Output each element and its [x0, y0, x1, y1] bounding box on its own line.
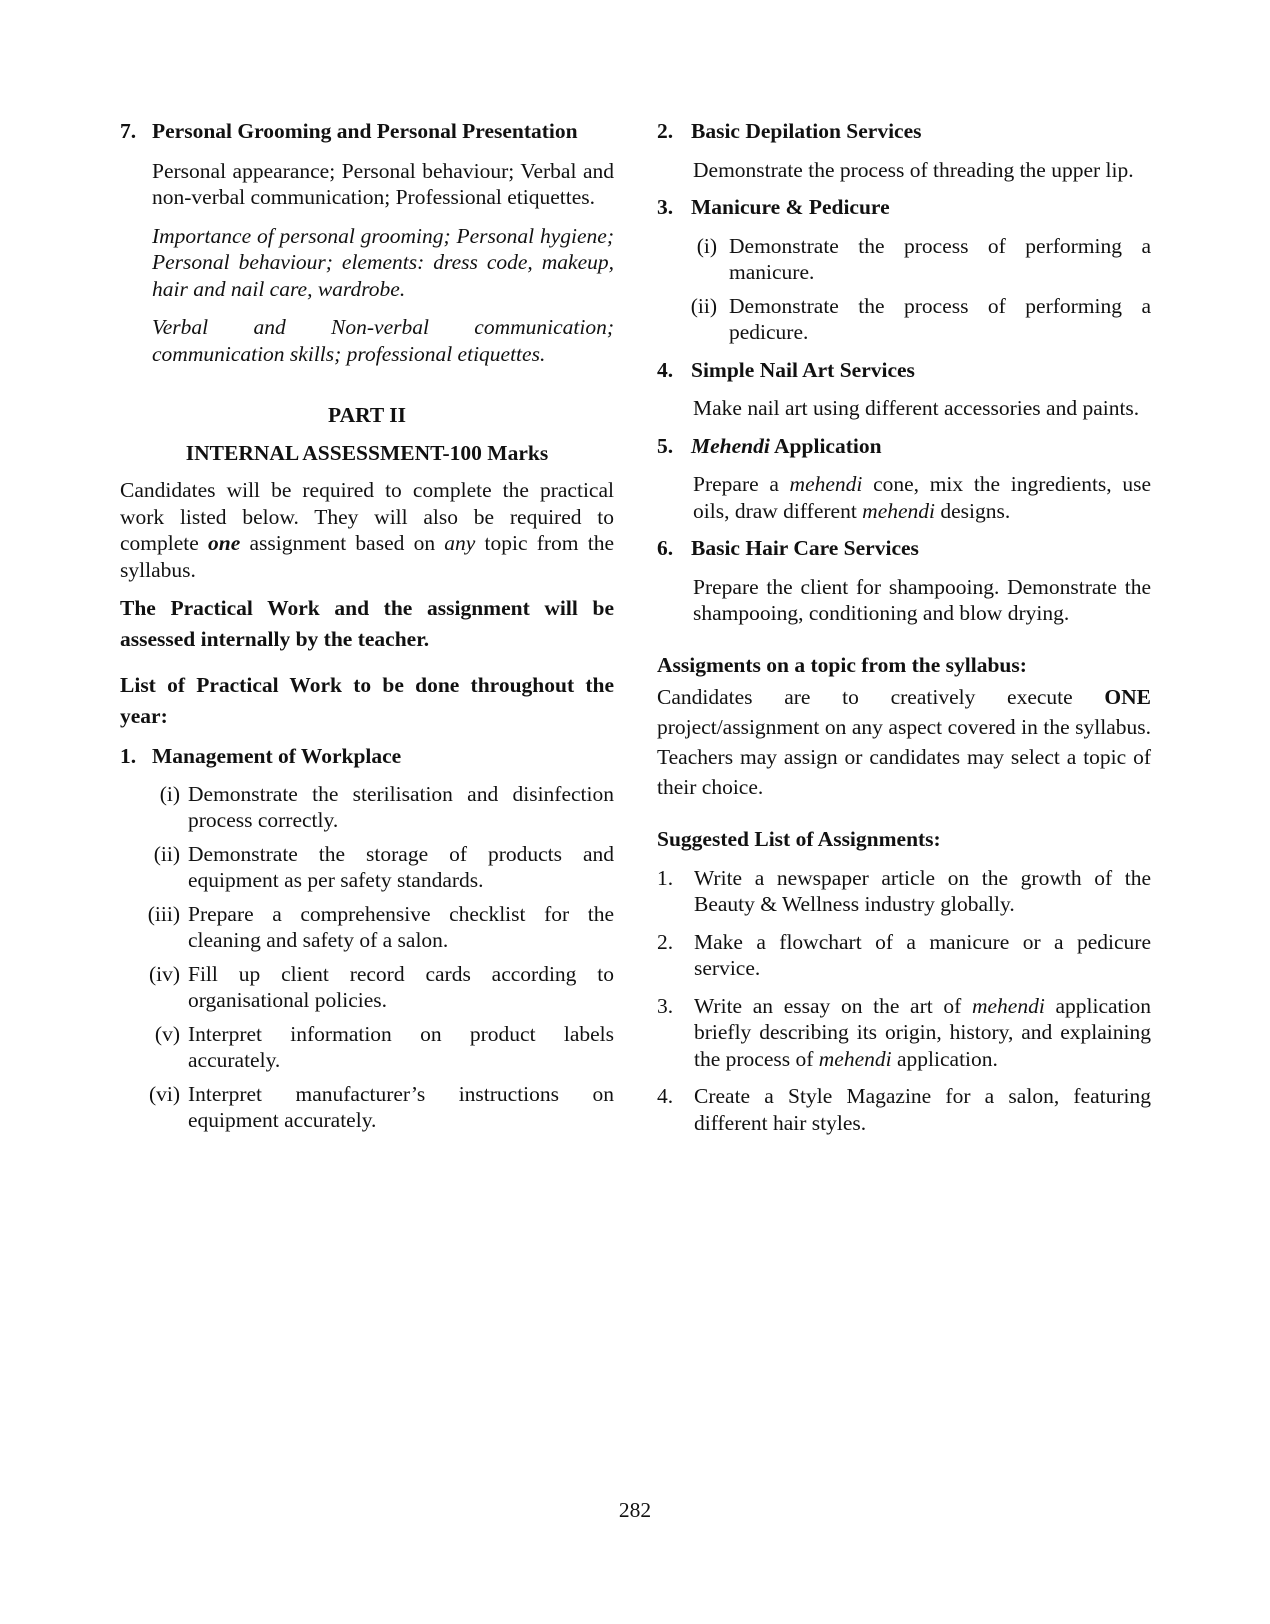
assessed-note: The Practical Work and the assignment will be assessed internally by the teacher. — [120, 596, 614, 651]
item-number: 1. — [120, 744, 137, 768]
subitem-text: Demonstrate the storage of products and equipment as per safety standards. — [188, 841, 614, 892]
section-7-para-1: Personal appearance; Personal behaviour; Verbal and non-verbal communication; Professional etiquettes. — [152, 158, 614, 209]
assignments-title: Assigments on a topic from the syllabus: — [657, 652, 1027, 677]
suggested-title: Suggested List of Assignments: — [657, 827, 941, 851]
item-number: 6. — [657, 536, 674, 560]
text-run: Candidates are to creatively execute — [657, 685, 1105, 709]
item-5-text — [693, 471, 1151, 524]
item-number: 3. — [657, 195, 674, 219]
suggested-list — [657, 865, 1151, 1137]
subitem-text: Interpret information on product labels accurately. — [188, 1021, 614, 1072]
subitem-text: Fill up client record cards according to organisational policies. — [188, 961, 614, 1012]
subitem-text: Interpret manufacturer’s instructions on equipment accurately. — [188, 1081, 614, 1132]
item-3-subitems — [657, 233, 1151, 346]
subitem — [657, 293, 1151, 346]
subitem-numeral: (i) — [159, 781, 180, 806]
subitem — [657, 233, 1151, 286]
text-run: designs. — [935, 498, 1011, 523]
page-number: 282 — [618, 1498, 652, 1522]
item-title-rest: Application — [769, 433, 882, 458]
section-7-para-2: Importance of personal grooming; Personal hygiene; Personal behaviour; elements: dress code, makeup, hair and nail care, wardrobe. — [152, 223, 614, 301]
list-item — [657, 993, 1151, 1073]
subitem — [120, 841, 614, 894]
item-6-heading — [657, 535, 1151, 562]
subitem-numeral: (vi) — [148, 1081, 180, 1106]
list-number: 4. — [657, 1084, 674, 1108]
item-title: Manicure & Pedicure — [691, 195, 890, 219]
section-7-para-3: Verbal and Non-verbal communication; communication skills; professional etiquettes. — [152, 315, 614, 366]
subitem — [120, 1021, 614, 1074]
list-text: Write a newspaper article on the growth of the Beauty & Wellness industry globally. — [694, 865, 1151, 916]
item-title: Simple Nail Art Services — [691, 357, 915, 382]
text-italic: mehendi — [971, 993, 1045, 1018]
section-title: Personal Grooming and Personal Presentation — [152, 119, 578, 143]
list-number: 1. — [657, 865, 674, 890]
list-item — [657, 929, 1151, 982]
assignments-text — [657, 682, 1151, 802]
intro-emph-one: one — [208, 531, 241, 555]
intro-text-2: assignment based on — [240, 531, 445, 555]
item-6-text: Prepare the client for shampooing. Demonstrate the shampooing, conditioning and blow drying. — [693, 574, 1151, 625]
subitem — [120, 961, 614, 1014]
subitem — [120, 781, 614, 834]
text-run: application briefly describing its origin, history, and explaining the process of — [694, 993, 1152, 1071]
intro-paragraph — [120, 477, 614, 583]
subitem — [120, 1081, 614, 1134]
list-item — [657, 1083, 1151, 1136]
item-1-subitems — [120, 781, 614, 1134]
intro-text-1: Candidates will be required to complete the practical work listed below. They will also be required to complete — [120, 478, 614, 555]
left-column — [120, 118, 614, 1134]
subitem-numeral: (ii) — [690, 293, 717, 318]
list-text: Make a flowchart of a manicure or a pedicure service. — [694, 929, 1151, 980]
item-title — [691, 433, 1151, 460]
item-number: 5. — [657, 433, 674, 458]
intro-text-3: topic from the syllabus. — [120, 531, 614, 582]
text-run: cone, mix the ingredients, use oils, draw different — [693, 472, 1151, 523]
subitem-numeral: (iii) — [147, 901, 180, 926]
intro-emph-any: any — [444, 531, 476, 555]
subitem-numeral: (i) — [696, 233, 717, 258]
subitem-text: Prepare a comprehensive checklist for the cleaning and safety of a salon. — [188, 901, 614, 952]
right-column — [657, 118, 1151, 1136]
subitem-text: Demonstrate the process of performing a manicure. — [729, 233, 1151, 284]
item-2-heading — [657, 118, 1151, 145]
practical-list-title: List of Practical Work to be done throughout the year: — [120, 673, 614, 728]
item-5-heading — [657, 433, 1151, 460]
part-subtitle: INTERNAL ASSESSMENT-100 Marks — [185, 440, 549, 465]
text-bold-one: ONE — [1104, 685, 1151, 709]
item-1-heading — [120, 743, 614, 770]
item-number: 2. — [657, 119, 674, 143]
text-run: Prepare a — [693, 472, 790, 496]
text-italic: mehendi — [862, 498, 936, 523]
subitem-numeral: (ii) — [153, 841, 180, 866]
section-7-heading — [120, 118, 614, 145]
part-title: PART II — [328, 403, 406, 427]
item-2-text: Demonstrate the process of threading the upper lip. — [693, 157, 1134, 182]
item-3-heading — [657, 194, 1151, 221]
subitem — [120, 901, 614, 954]
list-number: 2. — [657, 929, 674, 954]
item-title-italic: Mehendi — [691, 433, 770, 458]
subitem-numeral: (v) — [154, 1021, 180, 1046]
item-title: Basic Hair Care Services — [691, 536, 919, 560]
list-number: 3. — [657, 993, 674, 1018]
section-number: 7. — [120, 119, 137, 143]
subitem-text: Demonstrate the process of performing a pedicure. — [729, 293, 1151, 344]
text-run: project/assignment on any aspect covered in the syllabus. Teachers may assign or candidates may select a topic of their choice. — [657, 715, 1151, 799]
subitem-text: Demonstrate the sterilisation and disinfection process correctly. — [188, 781, 614, 832]
text-run: Write an essay on the art of — [694, 993, 972, 1018]
list-text — [694, 993, 1151, 1073]
item-number: 4. — [657, 357, 674, 382]
text-run: application. — [891, 1046, 998, 1071]
subitem-numeral: (iv) — [148, 961, 180, 986]
list-item — [657, 865, 1151, 918]
text-italic: mehendi — [789, 472, 863, 496]
item-title: Basic Depilation Services — [691, 119, 922, 143]
item-4-text: Make nail art using different accessories and paints. — [693, 396, 1140, 420]
list-text: Create a Style Magazine for a salon, featuring different hair styles. — [694, 1084, 1151, 1135]
item-4-heading — [657, 357, 1151, 384]
item-title: Management of Workplace — [152, 744, 402, 768]
text-italic: mehendi — [818, 1046, 892, 1071]
